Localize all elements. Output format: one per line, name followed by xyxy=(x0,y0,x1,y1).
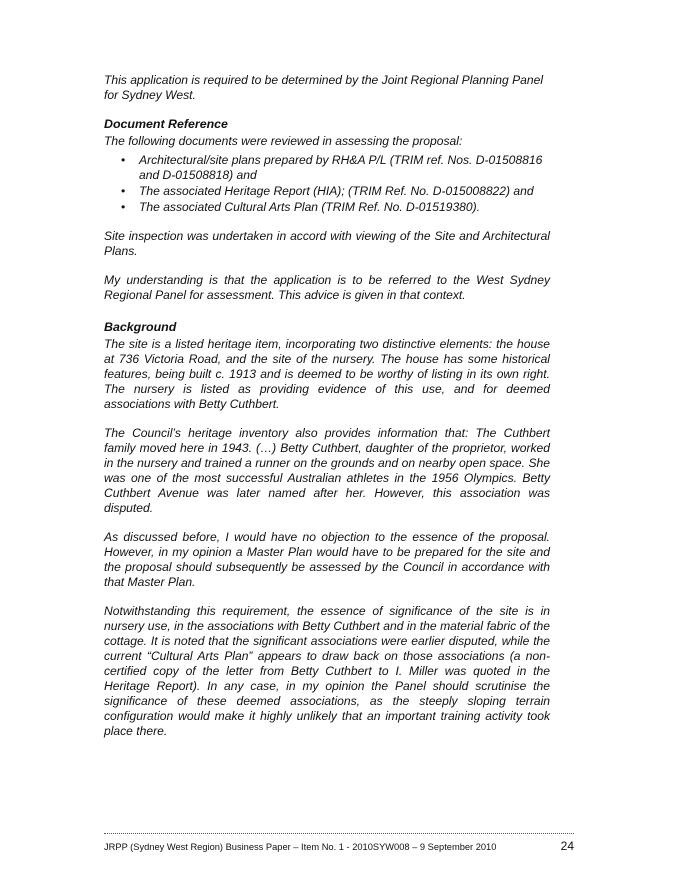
intro-paragraph: This application is required to be determined by the Joint Regional Planning Panel for Sydney West. xyxy=(104,73,544,102)
understanding-paragraph: My understanding is that the application is to be referred to the West Sydney Regional Panel for assessment. This advice is given in that context. xyxy=(104,273,550,302)
page-number: 24 xyxy=(560,839,574,853)
document-reference-heading: Document Reference xyxy=(104,117,228,131)
document-reference-list xyxy=(104,153,550,215)
background-paragraph: As discussed before, I would have no objection to the essence of the proposal. However, in my opinion a Master Plan would have to be prepared for the site and the proposal should subsequently be assessed by the Council in accordance with that Master Plan. xyxy=(104,530,550,589)
background-heading: Background xyxy=(104,320,177,334)
bullet-icon: • xyxy=(121,184,126,198)
site-inspection-paragraph: Site inspection was undertaken in accord with viewing of the Site and Architectural Plans. xyxy=(104,229,550,258)
list-item-text: The associated Cultural Arts Plan (TRIM Ref. No. D-01519380). xyxy=(139,200,481,214)
list-item-text: The associated Heritage Report (HIA); (TRIM Ref. No. D-015008822) and xyxy=(139,184,534,198)
document-body xyxy=(104,73,550,753)
background-paragraph: Notwithstanding this requirement, the essence of significance of the site is in nursery use, in the associations with Betty Cuthbert and in the material fabric of the cottage. It is noted that the significant associations were earlier disputed, while the current “Cultural Arts Plan” appears to draw back on those associations (a non-certified copy of the letter from Betty Cuthbert to I. Miller was quoted in the Heritage Report). In any case, in my opinion the Panel should scrutinise the significance of these deemed associations, as the steeply sloping terrain configuration would make it highly unlikely that an important training activity took place there. xyxy=(104,604,550,738)
background-paragraph: The Council’s heritage inventory also provides information that: The Cuthbert family moved here in 1943. (…) Betty Cuthbert, daughter of the proprietor, worked in the nursery and trained a runner on the grounds and on nearby open space. She was one of the most successful Australian athletes in the 1956 Olympics. Betty Cuthbert Avenue was later named after her. However, this association was disputed. xyxy=(104,426,550,515)
list-item xyxy=(121,200,550,215)
list-item xyxy=(121,184,550,199)
footer-divider xyxy=(104,833,574,834)
bullet-icon: • xyxy=(121,200,126,214)
list-item xyxy=(121,153,550,183)
list-item-text: Architectural/site plans prepared by RH&A P/L (TRIM ref. Nos. D-01508816 and D-01508818) and xyxy=(139,153,543,182)
document-reference-lead: The following documents were reviewed in assessing the proposal: xyxy=(104,134,463,148)
bullet-icon: • xyxy=(121,153,126,167)
footer-text: JRPP (Sydney West Region) Business Paper – Item No. 1 - 2010SYW008 – 9 September 2010 xyxy=(104,842,497,852)
background-paragraph: The site is a listed heritage item, incorporating two distinctive elements: the house at 736 Victoria Road, and the site of the nursery. The house has some historical features, being built c. 1913 and is deemed to be worthy of listing in its own right. The nursery is listed as providing evidence of this use, and for deemed associations with Betty Cuthbert. xyxy=(104,337,550,411)
